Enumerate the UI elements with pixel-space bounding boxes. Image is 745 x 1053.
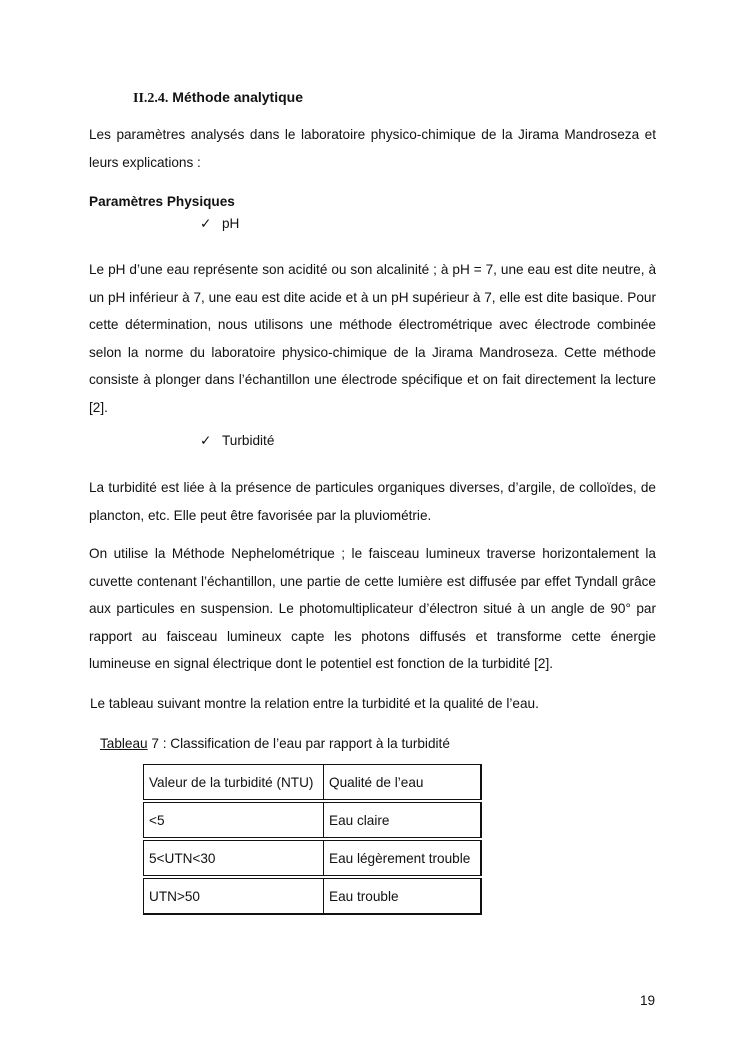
table-cell: <5 (143, 802, 324, 838)
turbidity-label: Turbidité (222, 433, 275, 448)
checkmark-icon: ✓ (200, 433, 212, 448)
turbidity-table (143, 762, 482, 917)
method-paragraph: On utilise la Méthode Nephelométrique ; le faisceau lumineux traverse horizontalement la cuvette contenant l’échantillon, une partie de cette lumière est diffusée par effet Tyndall grâce aux particules en suspension. Le photomultiplicateur d’électron situé à un angle de 90° par rapport au faisceau lumineux capte les photons diffusés et transforme cette énergie lumineuse en signal électrique dont le potentiel est fonction de la turbidité [2]. (89, 546, 656, 672)
turbidity-paragraph: La turbidité est liée à la présence de particules organiques diverses, d’argile, de colloïdes, de plancton, etc. Elle peut être favorisée par la pluviométrie. (89, 480, 656, 523)
table-intro: Le tableau suivant montre la relation entre la turbidité et la qualité de l’eau. (90, 696, 539, 711)
table-cell: Eau claire (324, 802, 482, 838)
table-row (143, 878, 482, 915)
checkmark-icon: ✓ (200, 216, 212, 231)
page-number: 19 (640, 993, 656, 1008)
intro-paragraph: Les paramètres analysés dans le laboratoire physico-chimique de la Jirama Mandroseza et leurs explications : (89, 127, 656, 170)
table-cell: UTN>50 (143, 878, 324, 915)
table-caption (100, 736, 450, 751)
turbidity-bullet (200, 433, 274, 449)
ph-bullet (200, 216, 239, 232)
caption-label: Tableau (100, 736, 148, 751)
ph-label: pH (222, 216, 240, 231)
section-title: Méthode analytique (172, 89, 303, 105)
table-header-cell: Qualité de l’eau (324, 764, 482, 800)
table-header-row (143, 764, 482, 800)
section-heading (133, 89, 303, 107)
table-cell: 5<UTN<30 (143, 840, 324, 876)
table-row (143, 840, 482, 876)
table-cell: Eau légèrement trouble (324, 840, 482, 876)
physical-parameters-heading: Paramètres Physiques (89, 194, 235, 209)
table-header-cell: Valeur de la turbidité (NTU) (143, 764, 324, 800)
caption-text: 7 : Classification de l’eau par rapport à la turbidité (147, 736, 450, 751)
table-cell: Eau trouble (324, 878, 482, 915)
ph-paragraph: Le pH d’une eau représente son acidité ou son alcalinité ; à pH = 7, une eau est dite neutre, à un pH inférieur à 7, une eau est dite acide et à un pH supérieur à 7, elle est dite basique. Pour cette détermination, nous utilisons une méthode électrométrique avec électrode combinée selon la norme du laboratoire physico-chimique de la Jirama Mandroseza. Cette méthode consiste à plonger dans l’échantillon une électrode spécifique et on fait directement la lecture [2]. (89, 262, 656, 415)
table-row (143, 802, 482, 838)
section-number: II.2.4. (133, 91, 169, 106)
